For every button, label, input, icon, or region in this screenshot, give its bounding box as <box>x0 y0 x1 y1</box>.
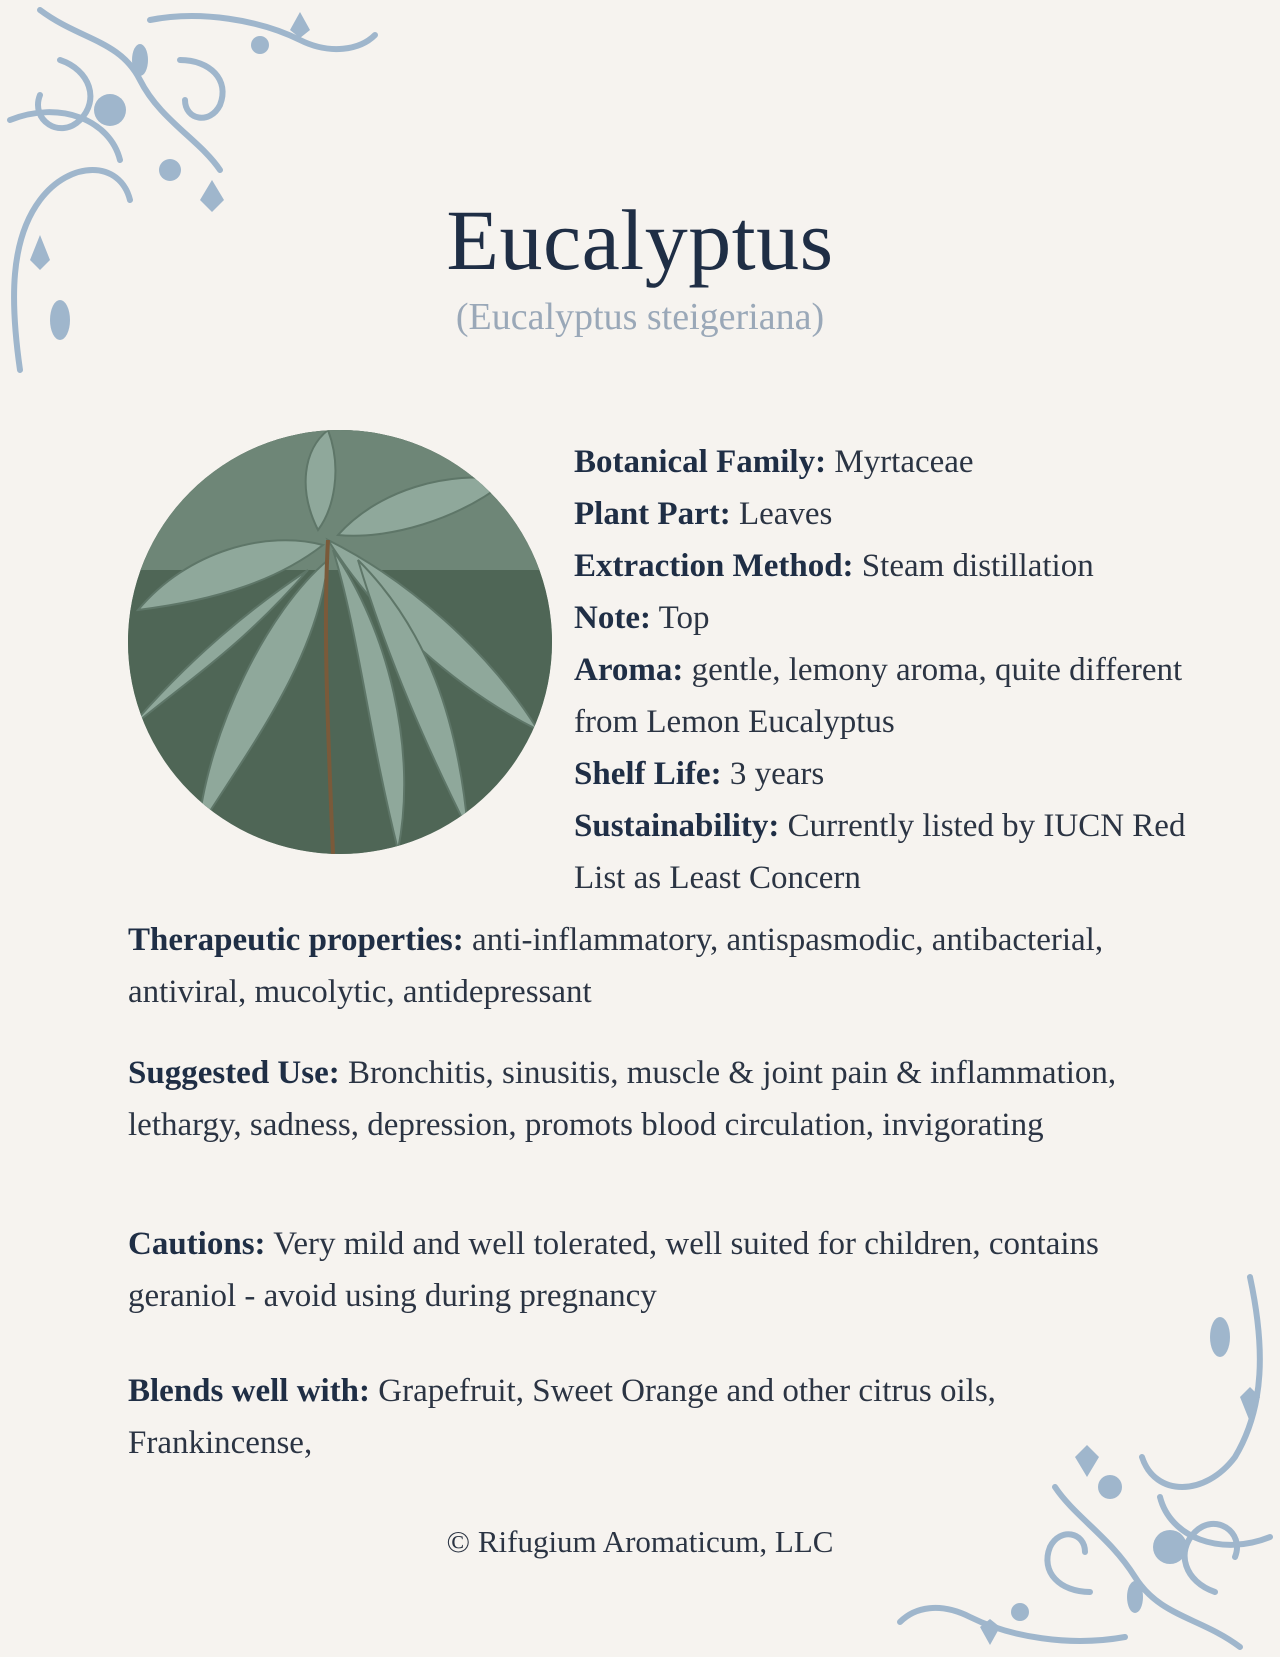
fact-label: Extraction Method: <box>574 548 854 584</box>
plant-facts-list <box>574 436 1194 904</box>
section-label: Blends well with: <box>128 1373 371 1409</box>
therapeutic-properties <box>128 914 1128 1018</box>
leaf-illustration <box>128 430 552 854</box>
section-value: anti-inflammatory, antispasmodic, antibacterial, antiviral, mucolytic, antidepressant <box>128 922 1104 1010</box>
blends-well-with <box>128 1365 1128 1469</box>
fact-label: Note: <box>574 600 651 636</box>
fact-extraction-method <box>574 540 1194 592</box>
fact-label: Sustainability: <box>574 808 780 844</box>
cautions <box>128 1218 1128 1322</box>
fact-value: Top <box>658 600 710 636</box>
fact-note <box>574 592 1194 644</box>
section-value: Bronchitis, sinusitis, muscle & joint pain & inflammation, lethargy, sadness, depression, promots blood circulation, invigorating <box>128 1055 1117 1143</box>
fact-aroma <box>574 644 1194 748</box>
suggested-use <box>128 1047 1128 1151</box>
section-label: Cautions: <box>128 1226 266 1262</box>
fact-value: Leaves <box>738 496 833 532</box>
fact-plant-part <box>574 488 1194 540</box>
fact-label: Aroma: <box>574 652 684 688</box>
section-label: Therapeutic properties: <box>128 922 464 958</box>
section-value: Grapefruit, Sweet Orange and other citrus oils, Frankincense, <box>128 1373 996 1461</box>
fact-label: Shelf Life: <box>574 756 722 792</box>
fact-label: Plant Part: <box>574 496 731 532</box>
fact-sustainability <box>574 800 1194 904</box>
fact-value: Currently listed by IUCN Red List as Least Concern <box>574 808 1186 896</box>
page-title: Eucalyptus <box>446 192 834 288</box>
fact-label: Botanical Family: <box>574 444 827 480</box>
fact-value: gentle, lemony aroma, quite different from Lemon Eucalyptus <box>574 652 1183 740</box>
fact-value: Steam distillation <box>861 548 1094 584</box>
fact-value: 3 years <box>729 756 825 792</box>
section-value: Very mild and well tolerated, well suited for children, contains geraniol - avoid using during pregnancy <box>128 1226 1099 1314</box>
copyright-footer: © Rifugium Aromaticum, LLC <box>446 1524 834 1559</box>
fact-shelf-life <box>574 748 1194 800</box>
botanical-name: (Eucalyptus steigeriana) <box>455 296 825 338</box>
fact-value: Myrtaceae <box>834 444 974 480</box>
section-label: Suggested Use: <box>128 1055 340 1091</box>
fact-botanical-family <box>574 436 1194 488</box>
eucalyptus-leaves-photo <box>128 430 552 854</box>
